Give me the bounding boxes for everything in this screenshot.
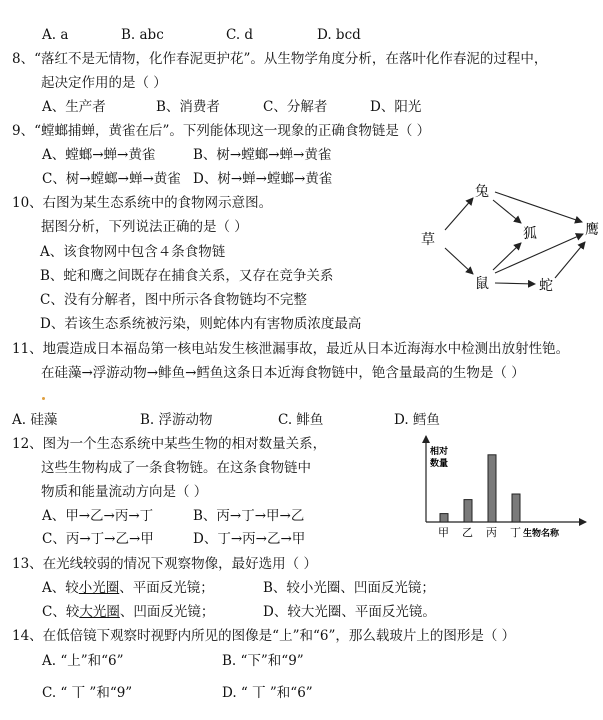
q10-option-b: B、蛇和鹰之间既存在捕食关系，又存在竞争关系 (40, 268, 334, 284)
q14-option-c: C. “ 丅 ”和“9” (42, 685, 133, 701)
q12-option-b: B、丙→丁→甲→乙 (193, 508, 305, 524)
node-snake: 蛇 (539, 278, 553, 294)
q7-option-d: D. bcd (317, 27, 361, 43)
q11-option-d: D. 鳕鱼 (394, 412, 440, 428)
q9-option-a: A、螳螂→蝉→黄雀 (42, 147, 156, 163)
relative-quantity-bar-chart (412, 432, 592, 544)
q9-stem: 9、“螳螂捕蝉，黄雀在后”。下列能体现这一现象的正确食物链是（ ） (12, 123, 431, 139)
q10-stem-line1: 10、右图为某生态系统中的食物网示意图。 (12, 195, 273, 211)
q7-option-b: B. abc (121, 27, 164, 43)
q12-stem-line2: 这些生物构成了一条食物链。在这条食物链中 (41, 460, 311, 476)
bar-4 (512, 494, 520, 522)
q14-option-b: B. “下”和“9” (222, 653, 304, 669)
x-tick-label: 丙 (486, 526, 497, 539)
q14-option-d: D. “ 丅 ”和“6” (222, 685, 313, 701)
arrow-mouse-snake (495, 283, 535, 284)
q9-option-c: C、树→螳螂→蝉→黄雀 (42, 171, 181, 187)
q10-option-a: A、该食物网中包含４条食物链 (40, 244, 226, 260)
q10-stem-line2: 据图分析，下列说法正确的是（ ） (41, 219, 248, 235)
q14-stem: 14、在低倍镜下观察时视野内所见的图像是“上”和“6”，那么载玻片上的图形是（ ） (12, 628, 516, 644)
node-fox: 狐 (523, 226, 537, 242)
x-tick-label: 丁 (510, 526, 521, 539)
q13-option-c (42, 603, 214, 621)
arrow-snake-eagle (555, 242, 585, 278)
x-axis-label: 生物名称 (523, 529, 560, 539)
q8-stem-line2: 起决定作用的是（ ） (41, 75, 167, 91)
q7-option-a: A. a (42, 27, 69, 43)
q12-option-c: C、丙→丁→乙→甲 (42, 531, 154, 547)
q10-option-d: D、若该生态系统被污染，则蛇体内有害物质浓度最高 (40, 316, 362, 332)
q13-option-c-text: C、较大光圈、凹面反光镜； (42, 604, 215, 620)
stray-mark (42, 397, 45, 400)
q11-stem-line1: 11、地震造成日本福岛第一核电站发生核泄漏事故，最近从日本近海海水中检测出放射性铯。 (12, 341, 570, 357)
node-grass: 草 (421, 232, 435, 248)
q14-option-a: A. “上”和“6” (42, 653, 124, 669)
node-rabbit: 兔 (475, 184, 489, 200)
node-eagle: 鹰 (585, 222, 599, 238)
q12-stem-line3: 物质和能量流动方向是（ ） (41, 484, 208, 500)
q10-option-c: C、没有分解者，图中所示各食物链均不完整 (40, 292, 307, 308)
arrow-mouse-fox (493, 243, 521, 270)
q8-option-b: B、消费者 (156, 99, 220, 115)
arrow-rabbit-fox (493, 200, 521, 223)
q11-option-c: C. 鲱鱼 (278, 412, 324, 428)
arrow-rabbit-eagle (495, 192, 582, 222)
x-tick-label: 甲 (438, 526, 449, 539)
arrow-grass-mouse (445, 248, 473, 274)
q8-option-a: A、生产者 (42, 99, 106, 115)
q8-stem-line1: 8、“落红不是无情物，化作春泥更护花”。从生物学角度分析，在落叶化作春泥的过程中， (12, 51, 548, 67)
bar-3 (488, 455, 496, 522)
q12-option-a: A、甲→乙→丙→丁 (42, 508, 154, 524)
bar-1 (440, 514, 448, 522)
x-tick-label: 乙 (462, 526, 473, 539)
arrow-grass-rabbit (445, 198, 473, 230)
q12-stem-line1: 12、图为一个生态系统中某些生物的相对数量关系， (12, 436, 327, 452)
q12-option-d: D、丁→丙→乙→甲 (193, 531, 306, 547)
q13-stem: 13、在光线较弱的情况下观察物像，最好选用（ ） (12, 556, 317, 572)
arrow-mouse-eagle (495, 234, 583, 273)
q7-option-c: C. d (226, 27, 254, 43)
q8-option-d: D、阳光 (370, 99, 422, 115)
node-mouse: 鼠 (475, 276, 489, 292)
q9-option-b: B、树→螳螂→蝉→黄雀 (193, 147, 332, 163)
q13-option-b: B、较小光圈、凹面反光镜； (263, 580, 435, 596)
q13-option-d: D、较大光圈、平面反光镜。 (263, 604, 436, 620)
q13-option-a (42, 579, 214, 597)
q11-stem-line2: 在硅藻→浮游动物→鲱鱼→鳕鱼这条日本近海食物链中，铯含量最高的生物是（ ） (41, 365, 525, 381)
q8-option-c: C、分解者 (263, 99, 328, 115)
q13-option-a-text: A、较小光圈、平面反光镜； (42, 580, 214, 596)
y-axis-label: 相对数量 (430, 447, 449, 469)
q11-option-b: B. 浮游动物 (140, 412, 213, 428)
q11-option-a: A. 硅藻 (12, 412, 58, 428)
bar-2 (464, 500, 472, 522)
q9-option-d: D、树→蝉→螳螂→黄雀 (193, 171, 333, 187)
food-web-diagram (415, 178, 603, 298)
